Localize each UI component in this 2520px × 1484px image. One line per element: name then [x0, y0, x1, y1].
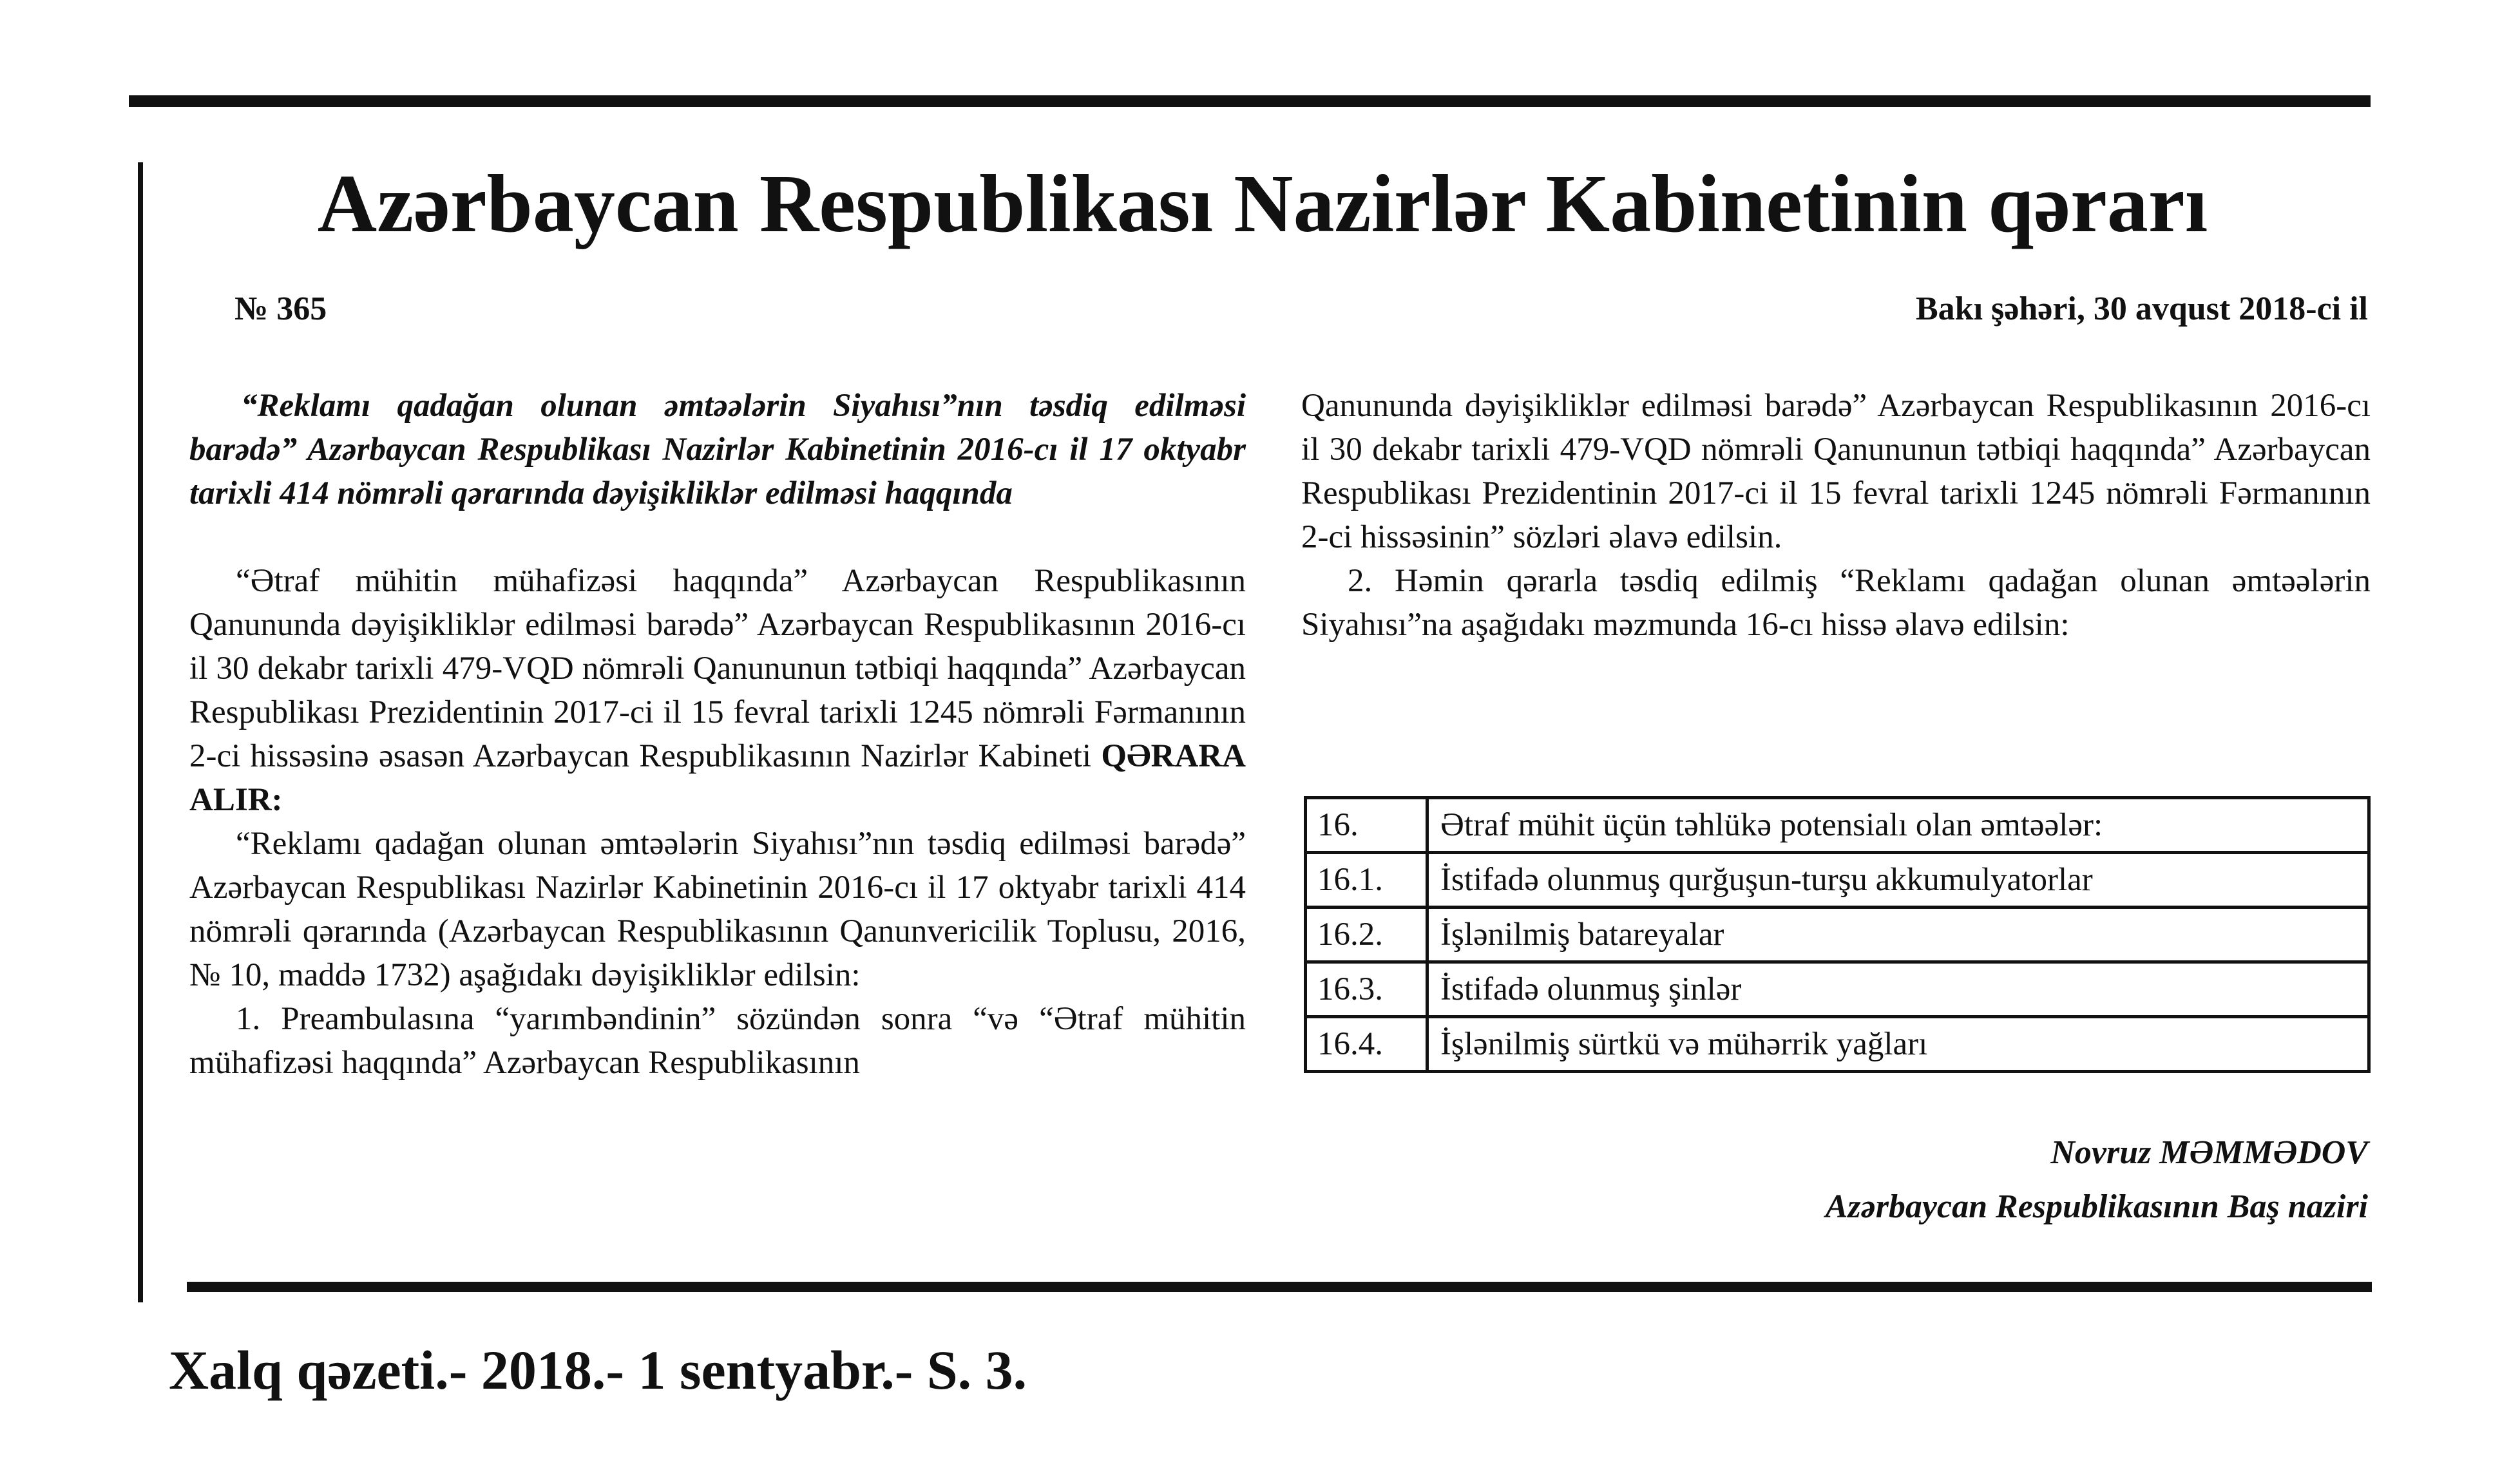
paragraph-item-2: 2. Həmin qərarla təsdiq edilmiş “Reklamı qadağan olunan əmtəələrin Siyahısı”na aşağıdakı məzmunda 16-cı hissə əlavə edilsin: [1301, 563, 2371, 643]
row-number: 16.3. [1306, 962, 1427, 1017]
table-row [1306, 798, 2369, 853]
row-text: İstifadə olunmuş qurğuşun-turşu akkumulyatorlar [1427, 853, 2369, 908]
decision-number: № 365 [234, 290, 327, 327]
paragraph-preamble [189, 559, 1246, 822]
table-row [1306, 962, 2369, 1017]
signature-block [1826, 1126, 2368, 1234]
row-number: 16.2. [1306, 908, 1427, 962]
top-rule [129, 95, 2371, 107]
row-text: İşlənilmiş batareyalar [1427, 908, 2369, 962]
signatory-title: Azərbaycan Respublikasının Baş naziri [1825, 1188, 2368, 1225]
bottom-rule [187, 1282, 2372, 1292]
goods-table [1304, 796, 2371, 1073]
document-title: Azərbaycan Respublikası Nazirlər Kabinetinin qərarı [317, 158, 2208, 249]
row-number: 16.4. [1306, 1017, 1427, 1072]
paragraph-item-1-continued: Qanununda dəyişikliklər edilməsi barədə” Azərbaycan Respublikasının 2016-cı il 30 dekabr tarixli 479-VQD nömrəli Qanununun tətbiqi haqqında” Azərbaycan Respublikası Prezidentinin 2017-ci il 15 fevral tarixli 1245 nömrəli Fərmanının 2-ci hissəsinin” sözləri əlavə edilsin. [1301, 388, 2371, 555]
place-and-date: Bakı şəhəri, 30 avqust 2018-ci il [1915, 290, 2368, 327]
paragraph-amendment: “Reklamı qadağan olunan əmtəələrin Siyahısı”nın təsdiq edilməsi barədə” Azərbaycan Respublikası Nazirlər Kabinetinin 2016-cı il 17 oktyabr tarixli 414 nömrəli qərarında (Azərbaycan Respublikasının Qanunvericilik Toplusu, 2016, № 10, maddə 1732) aşağıdakı dəyişikliklər edilsin: [189, 826, 1246, 993]
right-column [1301, 384, 2371, 647]
decision-subheading: “Reklamı qadağan olunan əmtəələrin Siyahısı”nın təsdiq edilməsi barədə” Azərbaycan Respublikası Nazirlər Kabinetinin 2016-cı il 17 oktyabr tarixli 414 nömrəli qərarında dəyişikliklər edilməsi haqqında [189, 388, 1246, 511]
row-number: 16.1. [1306, 853, 1427, 908]
table-row [1306, 1017, 2369, 1072]
row-text: Ətraf mühit üçün təhlükə potensialı olan əmtəələr: [1427, 798, 2369, 853]
table-row [1306, 908, 2369, 962]
decision-keyword: QƏRARA ALIR: [189, 738, 1246, 818]
row-text: İstifadə olunmuş şinlər [1427, 962, 2369, 1017]
paragraph-item-1: 1. Preambulasına “yarımbəndinin” sözündən sonra “və “Ətraf mühitin mühafizəsi haqqında” Azərbaycan Respublikasının [189, 1001, 1246, 1081]
signatory-name: Novruz MƏMMƏDOV [2050, 1134, 2368, 1171]
left-column [189, 384, 1246, 1085]
left-border-bar [138, 162, 143, 1302]
row-text: İşlənilmiş sürtkü və mühərrik yağları [1427, 1017, 2369, 1072]
preamble-text: “Ətraf mühitin mühafizəsi haqqında” Azərbaycan Respublikasının Qanununda dəyişikliklər edilməsi barədə” Azərbaycan Respublikasının 2016-cı il 30 dekabr tarixli 479-VQD nömrəli Qanununun tətbiqi haqqında” Azərbaycan Respublikası Prezidentinin 2017-ci il 15 fevral tarixli 1245 nömrəli Fərmanının 2-ci hissəsinə əsasən Azərbaycan Respublikasının Nazirlər Kabineti [189, 563, 1246, 774]
source-citation: Xalq qəzeti.- 2018.- 1 sentyabr.- S. 3. [169, 1339, 1027, 1401]
row-number: 16. [1306, 798, 1427, 853]
table-row [1306, 853, 2369, 908]
